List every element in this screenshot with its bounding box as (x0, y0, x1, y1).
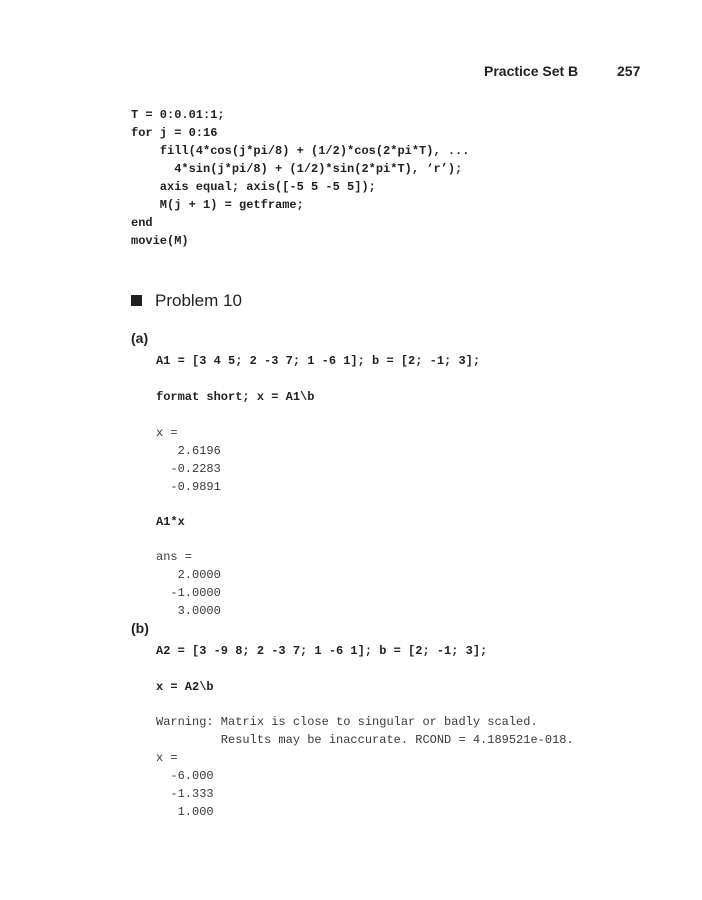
code-line: movie(M) (131, 234, 189, 248)
code-line: for j = 0:16 (131, 126, 218, 140)
part-a-ans-value: 3.0000 (156, 604, 221, 618)
code-line: axis equal; axis([-5 5 -5 5]); (131, 180, 376, 194)
part-b-x-label: x = (156, 751, 178, 765)
part-a-label: (a) (131, 330, 149, 346)
code-line: T = 0:0.01:1; (131, 108, 225, 122)
square-bullet-icon (131, 295, 142, 306)
part-b-define: A2 = [3 -9 8; 2 -3 7; 1 -6 1]; b = [2; -1; 3]; (156, 644, 488, 658)
code-line: M(j + 1) = getframe; (131, 198, 304, 212)
part-a-check: A1*x (156, 515, 185, 529)
part-b-x-value: 1.000 (156, 805, 214, 819)
part-a-x-value: -0.2283 (156, 462, 221, 476)
code-line: fill(4*cos(j*pi/8) + (1/2)*cos(2*pi*T), ... (131, 144, 470, 158)
part-b-warning-line: Warning: Matrix is close to singular or badly scaled. (156, 715, 538, 729)
part-a-solve: format short; x = A1\b (156, 390, 315, 404)
part-a-x-value: -0.9891 (156, 480, 221, 494)
page-number: 257 (617, 63, 641, 79)
part-b-solve: x = A2\b (156, 680, 214, 694)
problem-heading-text: Problem 10 (155, 291, 242, 310)
part-b-warning-line: Results may be inaccurate. RCOND = 4.189521e-018. (156, 733, 574, 747)
part-a-x-value: 2.6196 (156, 444, 221, 458)
problem-heading (131, 291, 242, 311)
part-a-ans-label: ans = (156, 550, 193, 564)
part-a-define: A1 = [3 4 5; 2 -3 7; 1 -6 1]; b = [2; -1; 3]; (156, 354, 481, 368)
code-line: 4*sin(j*pi/8) + (1/2)*sin(2*pi*T), ‘r’); (131, 162, 463, 176)
part-b-label: (b) (131, 620, 149, 636)
part-a-x-label: x = (156, 426, 178, 440)
part-b-x-value: -6.000 (156, 769, 214, 783)
part-a-ans-value: -1.0000 (156, 586, 221, 600)
part-b-x-value: -1.333 (156, 787, 214, 801)
running-header-title: Practice Set B (484, 63, 579, 79)
part-a-ans-value: 2.0000 (156, 568, 221, 582)
code-line: end (131, 216, 153, 230)
